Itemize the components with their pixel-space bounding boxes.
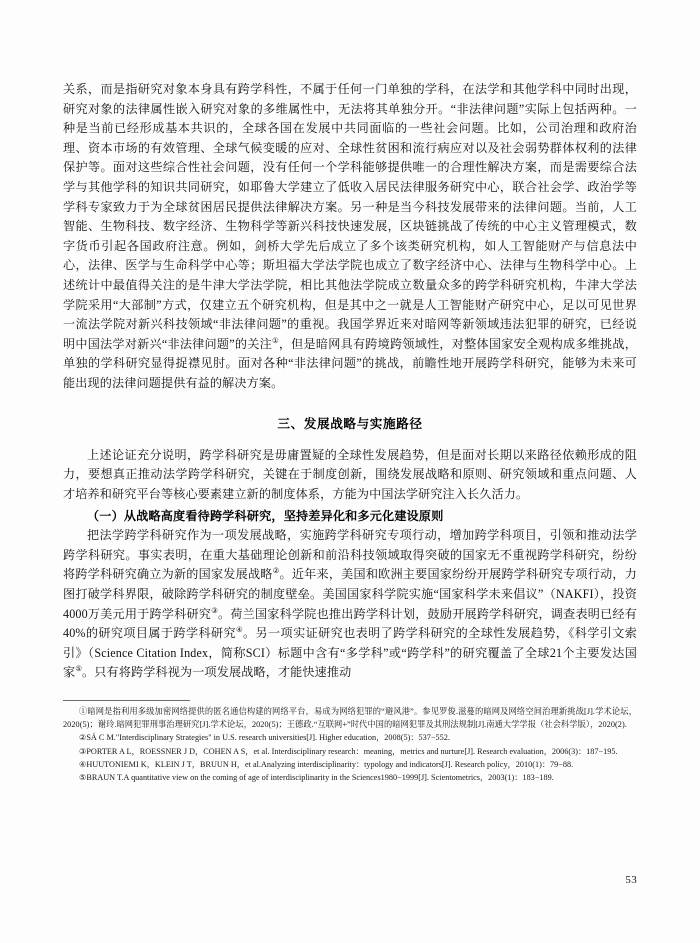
footnote-block: [63, 700, 637, 784]
footnote-item-4: ④HUUTONIEMI K，KLEIN J T，BRUUN H，et al.Analyzing interdisciplinarity：typology and indicators[J]. Research policy，2010(1)：79−88.: [79, 759, 574, 769]
paragraph-1-text: 关系，而是指研究对象本身具有跨学科性，不属于任何一门单独的学科，在法学和其他学科中同时出现，研究对象的法律属性嵌入研究对象的多维属性中，无法将其单独分开。“非法律问题”实际上包括两种。一种是当前已经形成基本共识的，全球各国在发展中共同面临的一些社会问题。比如，公司治理和政府治理、资本市场的有效管理、全球气候变暖的应对、全球性贫困和流行病应对以及社会弱势群体权利的法律保护等。面对这些综合性社会问题，没有任何一个学科能够提供唯一的合理性解决方案，而是需要综合法学与其他学科的知识共同研究，如耶鲁大学建立了低收入居民法律服务研究中心，联合社会学、政治学等学科专家致力于为全球贫困居民提供法律解决方案。另一种是当今科技发展带来的法律问题。当前，人工智能、生物科技、数字经济、生物科学等新兴科技快速发展，区块链挑战了传统的中心主义管理模式，数字货币引起各国政府注意。例如，剑桥大学先后成立了多个该类研究机构，如人工智能财产与信息法中心，法律、医学与生命科学中心等；斯坦福大学法学院也成立了数字经济中心、法律与生物科学中心。上述统计中最值得关注的是牛津大学法学院，相比其他法学院成立数量众多的跨学科研究机构，牛津大学法学院采用“大部制”方式，仅建立五个研究机构，但是其中之一就是人工智能财产研究中心，足以可见世界一流法学院对新兴科技领域“非法律问题”的重视。我国学界近来对暗网等新领域违法犯罪的研究，已经说明中国法学对新兴“非法律问题”的关注: [63, 82, 637, 351]
paragraph-3-segment-c: 。荷兰国家科学院也推出跨学科计划，鼓励开展跨学科研究，调查表明已经有40%的研究项目属于跨学科研究: [63, 606, 637, 641]
paragraph-3-segment-d: 。另一项实证研究也表明了跨学科研究的全球性发展趋势，《科学引文索引》（Science Citation Index，简称SCI）标题中含有“多学科”或“跨学科”的研究覆盖了全球21个主要发达国家: [63, 626, 637, 680]
paragraph-3-segment-e: 。只有将跨学科视为一项发展战略，才能快速推动: [82, 665, 352, 680]
footnote-ref-4[interactable]: ④: [235, 625, 244, 635]
paragraph-3-segment-b: 。近年来，美国和欧洲主要国家纷纷开展跨学科研究专项行动，力图打破学科界限，破除跨学科研究的制度壁垒。美国国家科学院实施“国家科学未来倡议”（NAKFI），投资4000万美元用于跨学科研究: [63, 567, 637, 621]
body-paragraph-1: [63, 80, 637, 394]
page-number: 53: [625, 874, 637, 886]
footnote-ref-3[interactable]: ③: [211, 605, 218, 615]
body-paragraph-2: 上述论证充分说明，跨学科研究是毋庸置疑的全球性发展趋势，但是面对长期以来路径依赖形成的阻力，要想真正推动法学跨学科研究，关键在于制度创新，围绕发展战略和原则、研究领域和重点问题、人才培养和研究平台等核心要素建立新的制度体系，方能为中国法学研究注入长久活力。: [63, 447, 637, 501]
paragraph-3-segment-a: 把法学跨学科研究作为一项发展战略，实施跨学科研究专项行动，增加跨学科项目，引领和推动法学跨学科研究。事实表明，在重大基础理论创新和前沿科技领域取得突破的国家无不重视跨学科研究，纷纷将跨学科研究确立为新的国家发展战略: [63, 528, 637, 582]
page-content-column: [63, 80, 637, 683]
body-paragraph-3: [63, 526, 637, 683]
section-heading: 三、发展战略与实施路径: [277, 415, 423, 431]
footnote-item-2: ②SÁ C M."Interdisciplinary Strategies" in U.S. research universities[J]. Higher education，2008(5)：537−552.: [79, 733, 450, 743]
footnote-item-3: ③PORTER A L，ROESSNER J D，COHEN A S，et al. Interdisciplinary research：meaning，metrics and nurture[J]. Research evaluation，2006(3)：187−195.: [79, 746, 618, 756]
paragraph-1-text-continued: ，但是暗网具有跨境跨领域性，对整体国家安全观构成多维挑战，单独的学科研究显得捉襟见肘。面对各种“非法律问题”的挑战，前瞻性地开展跨学科研究，能够为未来可能出现的法律问题提供有益的解决方案。: [63, 336, 637, 390]
footnote-ref-2[interactable]: ②: [272, 566, 280, 576]
footnote-ref-1[interactable]: ①: [271, 335, 279, 345]
subsection-heading: （一）从战略高度看待跨学科研究，坚持差异化和多元化建设原则: [87, 509, 444, 524]
footnote-item-5: ⑤BRAUN T.A quantitative view on the coming of age of interdisciplinarity in the Sciences1980−1999[J]. Scientometrics，2003(1)：183−189.: [79, 773, 554, 783]
footnote-ref-5[interactable]: ⑤: [75, 664, 83, 674]
footnote-separator-rule: [63, 700, 190, 701]
footnote-item-1: ①暗网是指利用多级加密网络提供的匿名通信构建的网络平台，易成为网络犯罪的“避风港”。参见罗俊.滋蔓的暗网及网络空间治理新挑战[J].学术论坛，2020(5)；谢玲.暗网犯罪刑事治理研究[J].学术论坛，2020(5)；王德政.“互联网+”时代中国的暗网犯罪及其刑法规制[J].南通大学学报（社会科学版），2020(2).: [63, 707, 637, 730]
